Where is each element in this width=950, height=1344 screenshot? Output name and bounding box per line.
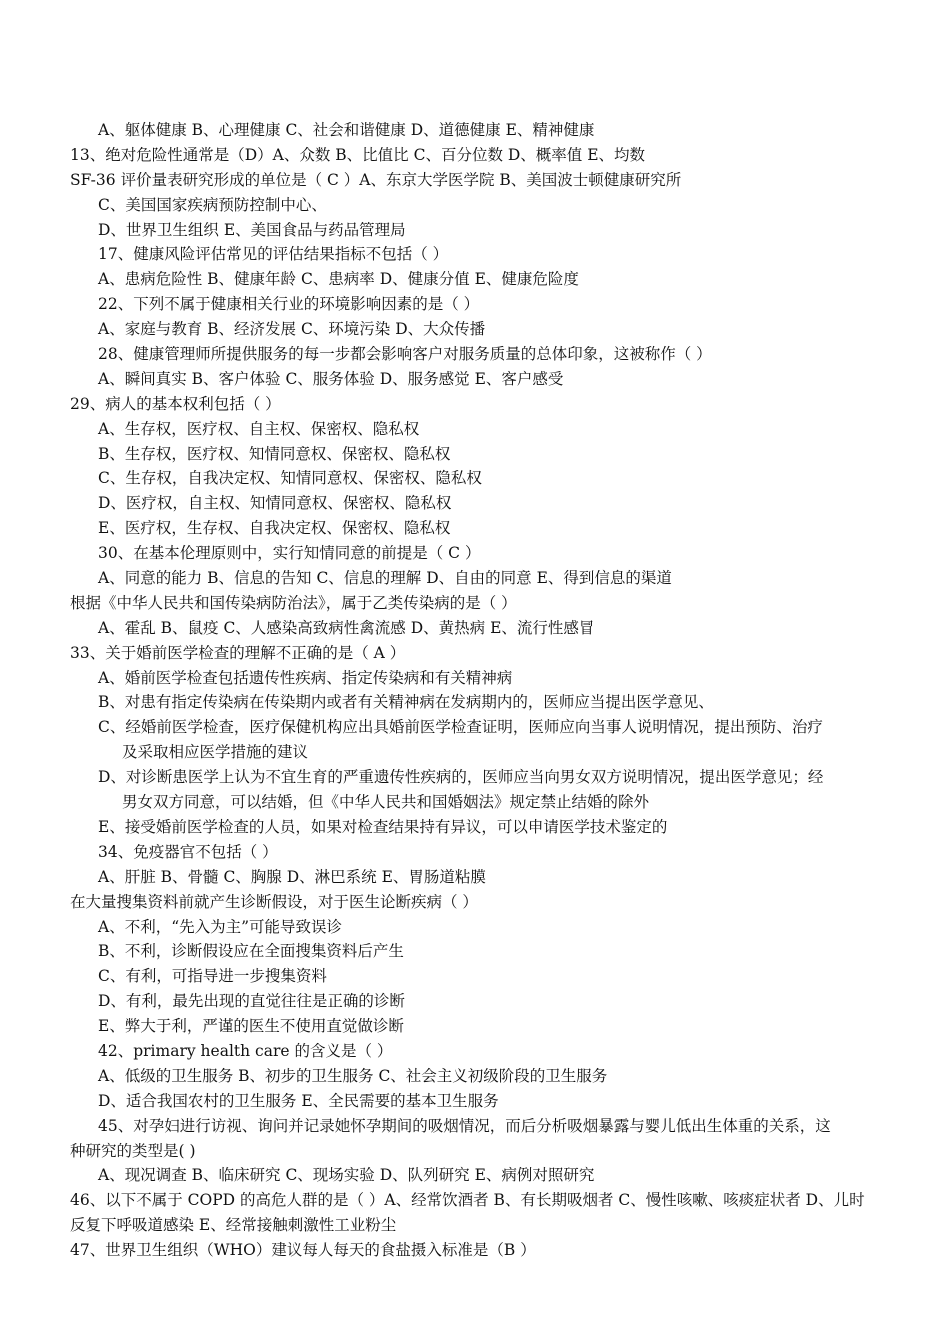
text-line: B、不利，诊断假设应在全面搜集资料后产生 (98, 942, 404, 961)
text-line: 17、健康风险评估常见的评估结果指标不包括（ ） (98, 245, 449, 264)
text-line: A、肝脏 B、骨髓 C、胸腺 D、淋巴系统 E、胃肠道粘膜 (98, 867, 486, 886)
text-line: A、低级的卫生服务 B、初步的卫生服务 C、社会主义初级阶段的卫生服务 (98, 1066, 608, 1085)
text-line: A、患病危险性 B、健康年龄 C、患病率 D、健康分值 E、健康危险度 (98, 270, 579, 289)
text-line: D、世界卫生组织 E、美国食品与药品管理局 (98, 220, 406, 239)
text-line: A、瞬间真实 B、客户体验 C、服务体验 D、服务感觉 E、客户感受 (98, 369, 564, 388)
text-line: C、经婚前医学检查，医疗保健机构应出具婚前医学检查证明，医师应向当事人说明情况，提出预防、治疗 (98, 718, 823, 737)
text-line: 22、下列不属于健康相关行业的环境影响因素的是（ ） (98, 295, 480, 314)
text-line: D、对诊断患医学上认为不宜生育的严重遗传性疾病的，医师应当向男女双方说明情况，提出医学意见；经 (98, 768, 824, 787)
text-line: C、生存权，自我决定权、知情同意权、保密权、隐私权 (98, 469, 482, 488)
text-line: 13、绝对危险性通常是（D）A、众数 B、比值比 C、百分位数 D、概率值 E、均数 (70, 145, 646, 164)
text-line: A、同意的能力 B、信息的告知 C、信息的理解 D、自由的同意 E、得到信息的渠道 (98, 569, 672, 588)
text-line: B、对患有指定传染病在传染期内或者有关精神病在发病期内的，医师应当提出医学意见、 (98, 693, 714, 712)
text-line: 反复下呼吸道感染 E、经常接触刺激性工业粉尘 (70, 1216, 397, 1235)
text-line: 33、关于婚前医学检查的理解不正确的是（ A ） (70, 643, 406, 662)
text-line: D、有利，最先出现的直觉往往是正确的诊断 (98, 992, 405, 1011)
text-line: A、不利，“先入为主”可能导致误诊 (98, 917, 343, 936)
text-line: 30、在基本伦理原则中，实行知情同意的前提是（ C ） (98, 544, 481, 563)
text-line: 在大量搜集资料前就产生诊断假设，对于医生论断疾病（ ） (70, 892, 478, 911)
text-line: 种研究的类型是( ) (70, 1141, 196, 1160)
text-line: C、美国国家疾病预防控制中心、 (98, 195, 327, 214)
text-line: A、躯体健康 B、心理健康 C、社会和谐健康 D、道德健康 E、精神健康 (98, 121, 595, 139)
text-line: 46、以下不属于 COPD 的高危人群的是（ ）A、经常饮酒者 B、有长期吸烟者 C、慢性咳嗽、咳痰症状者 D、儿时 (70, 1191, 865, 1210)
text-line: 及采取相应医学措施的建议 (122, 743, 309, 762)
text-line: 28、健康管理师所提供服务的每一步都会影响客户对服务质量的总体印象，这被称作（ ） (98, 345, 712, 364)
text-line: A、婚前医学检查包括遗传性疾病、指定传染病和有关精神病 (98, 668, 513, 687)
text-line: 男女双方同意，可以结婚，但《中华人民共和国婚姻法》规定禁止结婚的除外 (122, 793, 650, 812)
text-line: A、霍乱 B、鼠疫 C、人感染高致病性禽流感 D、黄热病 E、流行性感冒 (98, 618, 595, 637)
text-line: 45、对孕妇进行访视、询问并记录她怀孕期间的吸烟情况，而后分析吸烟暴露与婴儿低出生体重的关系，这 (98, 1116, 831, 1135)
text-line: E、接受婚前医学检查的人员，如果对检查结果持有异议，可以申请医学技术鉴定的 (98, 817, 668, 836)
text-line: D、医疗权，自主权、知情同意权、保密权、隐私权 (98, 494, 452, 513)
text-line: E、弊大于利，严谨的医生不使用直觉做诊断 (98, 1017, 404, 1036)
text-line: A、生存权，医疗权、自主权、保密权、隐私权 (98, 419, 420, 438)
text-line: C、有利，可指导进一步搜集资料 (98, 967, 327, 986)
text-line: 42、primary health care 的含义是（ ） (98, 1041, 393, 1060)
text-line: E、医疗权，生存权、自我决定权、保密权、隐私权 (98, 519, 451, 538)
text-line: 47、世界卫生组织（WHO）建议每人每天的食盐摄入标准是（B ） (70, 1241, 536, 1260)
text-line: 根据《中华人民共和国传染病防治法》，属于乙类传染病的是（ ） (70, 593, 517, 612)
text-line: B、生存权，医疗权、知情同意权、保密权、隐私权 (98, 444, 451, 463)
text-line: 34、免疫器官不包括（ ） (98, 842, 278, 861)
text-line: A、现况调查 B、临床研究 C、现场实验 D、队列研究 E、病例对照研究 (98, 1166, 595, 1185)
text-line: D、适合我国农村的卫生服务 E、全民需要的基本卫生服务 (98, 1091, 499, 1110)
text-line: SF-36 评价量表研究形成的单位是（ C ）A、东京大学医学院 B、美国波士顿健康研究所 (70, 170, 682, 189)
text-line: A、家庭与教育 B、经济发展 C、环境污染 D、大众传播 (98, 320, 486, 339)
text-line: 29、病人的基本权利包括（ ） (70, 394, 281, 413)
document-body (70, 118, 870, 1263)
